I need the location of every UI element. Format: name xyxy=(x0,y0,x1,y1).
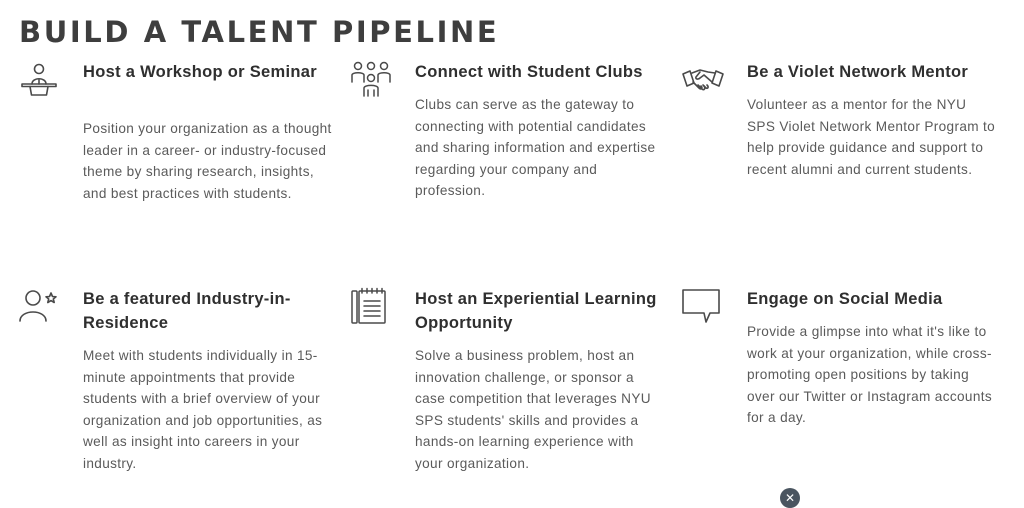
card-title: Be a Violet Network Mentor xyxy=(747,63,969,81)
card-title: Host an Experiential Learning Opportunity xyxy=(415,290,657,332)
close-icon[interactable]: ✕ xyxy=(780,488,800,508)
speech-bubble-icon xyxy=(682,287,724,329)
notepad-list-icon xyxy=(350,287,392,329)
card-title: Be a featured Industry-in-Residence xyxy=(83,290,291,332)
card-description: Solve a business problem, host an innovation challenge, or sponsor a case competition that leverages NYU SPS students' skills and provides a hands-on learning experience with your organization. xyxy=(415,348,651,471)
group-people-icon xyxy=(350,60,392,102)
presenter-podium-icon xyxy=(18,60,60,102)
card-description: Volunteer as a mentor for the NYU SPS Violet Network Mentor Program to help provide guidance and support to recent alumni and current students. xyxy=(747,97,996,177)
card-description: Clubs can serve as the gateway to connecting with potential candidates and sharing information and expertise regarding your company and profession. xyxy=(415,97,656,198)
card-description: Meet with students individually in 15-minute appointments that provide students with a brief overview of your organization and job opportunities, as well as insight into careers in your industry. xyxy=(83,348,323,471)
card-title: Engage on Social Media xyxy=(747,290,943,308)
person-star-icon xyxy=(18,287,60,329)
card-description: Provide a glimpse into what it's like to work at your organization, while cross-promoting open positions by taking over our Twitter or Instagram accounts for a day. xyxy=(747,324,992,425)
card-description: Position your organization as a thought leader in a career- or industry-focused theme by sharing research, insights, and best practices with students. xyxy=(83,121,332,201)
card-title: Host a Workshop or Seminar xyxy=(83,63,317,81)
page-title: BUILD A TALENT PIPELINE xyxy=(19,15,500,49)
handshake-icon xyxy=(682,60,724,102)
card-title: Connect with Student Clubs xyxy=(415,63,643,81)
